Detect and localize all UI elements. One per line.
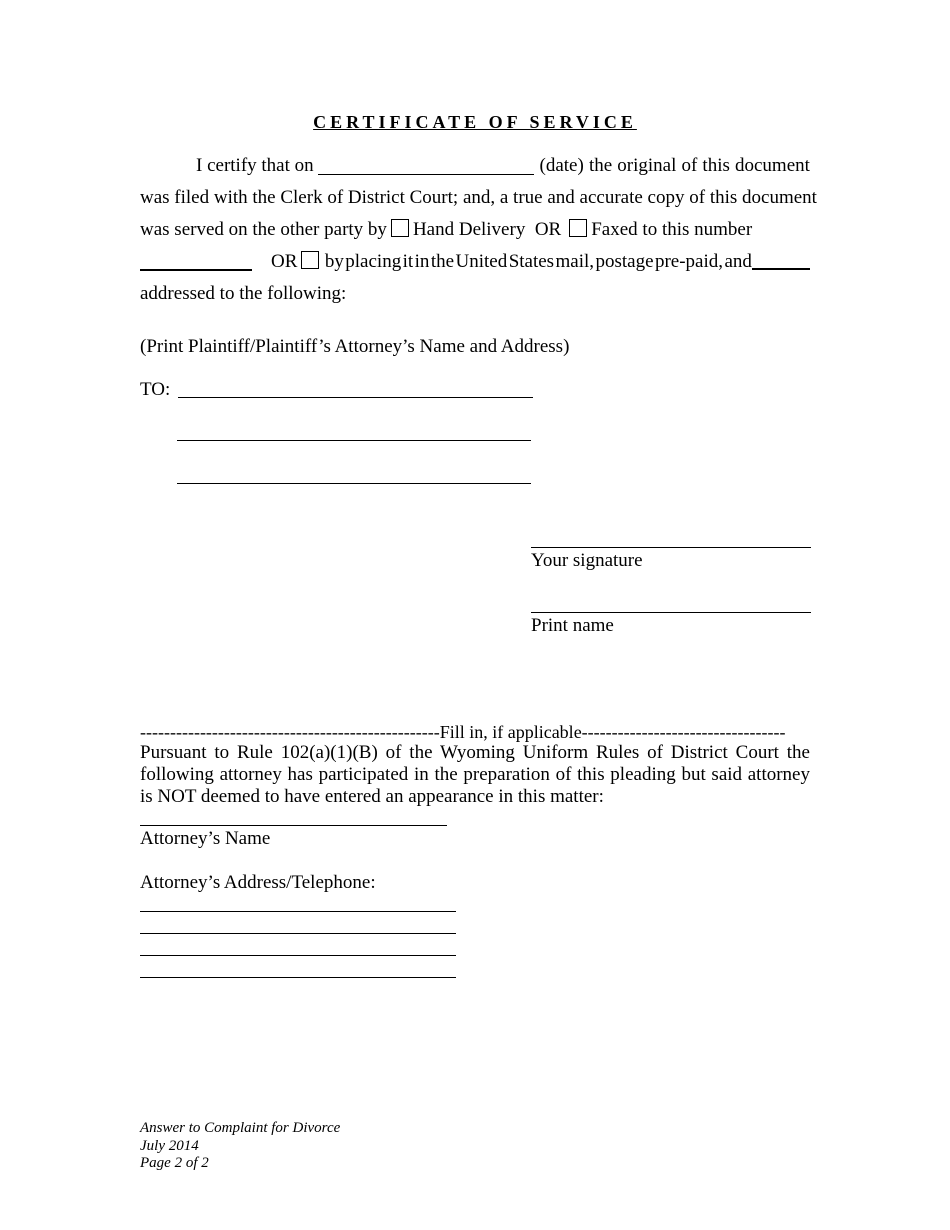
footer-page-number: Page 2 of 2 (140, 1155, 209, 1171)
print-name-line[interactable] (531, 612, 811, 613)
footer-form-name: Answer to Complaint for Divorce (140, 1120, 341, 1136)
to-label: TO: (140, 379, 171, 400)
fax-number-field[interactable] (752, 246, 810, 270)
footer-date: July 2014 (140, 1137, 199, 1154)
line1-word: document (734, 155, 810, 176)
certify-line-2: was filed with the Clerk of District Court; and, a true and accurate copy of this document (140, 187, 817, 208)
line1-word: of (681, 155, 698, 176)
attorney-address-line-2[interactable] (140, 933, 456, 934)
line1-word: this (702, 155, 730, 176)
certify-paragraph (140, 150, 817, 310)
certify-line-5: addressed to the following: (140, 283, 347, 304)
attorney-name-line[interactable] (140, 825, 447, 826)
certify-intro: I certify that on (196, 155, 314, 176)
hand-delivery-checkbox[interactable] (391, 219, 409, 237)
certify-line-3: was served on the other party by Hand Delivery OR Faxed to this number (140, 214, 810, 246)
to-address-line-3[interactable] (177, 483, 531, 484)
attorney-address-label: Attorney’s Address/Telephone: (140, 872, 376, 893)
hand-delivery-label: Hand Delivery (412, 219, 526, 240)
fax-number-field-continued[interactable] (140, 249, 252, 271)
print-name-label: Print name (531, 615, 614, 636)
fill-in-divider: --------------------------------------------------Fill in, if applicable---------------------------------- (140, 722, 786, 742)
faxed-checkbox[interactable] (569, 219, 587, 237)
attorney-address-line-1[interactable] (140, 911, 456, 912)
date-field[interactable] (318, 154, 534, 175)
mail-checkbox[interactable] (301, 251, 319, 269)
or-label: OR (534, 219, 562, 240)
line1-word: original (617, 155, 677, 176)
page-title: CERTIFICATE OF SERVICE (313, 112, 637, 132)
attorney-address-line-3[interactable] (140, 955, 456, 956)
print-instruction: (Print Plaintiff/Plaintiff’s Attorney’s Name and Address) (140, 336, 570, 357)
date-label: (date) (539, 155, 584, 176)
or-label: OR (271, 251, 298, 272)
page-footer (140, 1120, 340, 1173)
attorney-name-label: Attorney’s Name (140, 828, 271, 849)
rule-text: Pursuant to Rule 102(a)(1)(B) of the Wyoming Uniform Rules of District Court the following attorney has participated in the preparation of this pleading but said attorney is NOT deemed to have entered an appearance in this matter: (140, 742, 810, 807)
signature-label: Your signature (531, 550, 643, 571)
signature-line[interactable] (531, 547, 811, 548)
line1-word: the (588, 155, 613, 176)
to-address-line-2[interactable] (177, 440, 531, 441)
to-address-line-1[interactable] (178, 397, 533, 398)
certify-line-1 (140, 150, 810, 182)
attorney-address-line-4[interactable] (140, 977, 456, 978)
certify-line-4: OR by placing it in the United States mail, postage pre-paid, and (140, 246, 752, 278)
faxed-label: Faxed to this number (591, 219, 753, 240)
